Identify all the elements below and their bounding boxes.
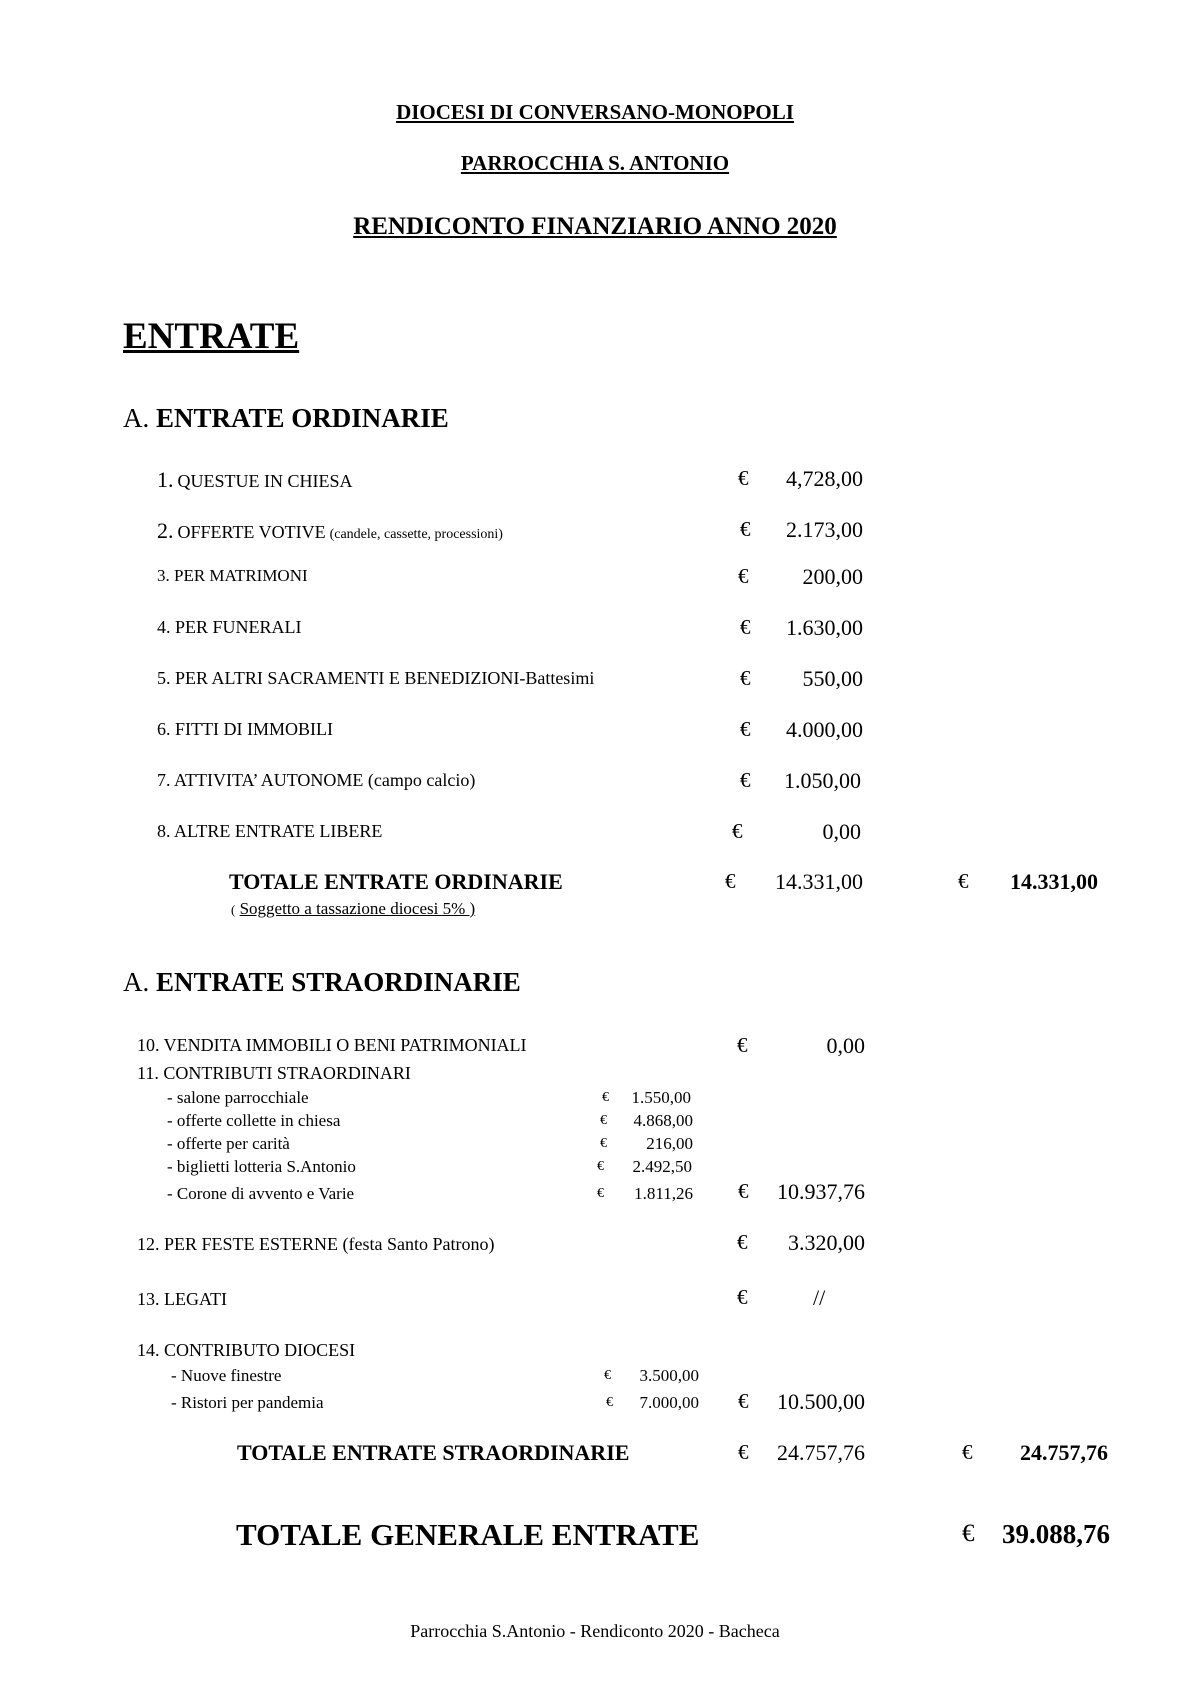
- euro-symbol: €: [738, 1440, 749, 1464]
- amount-14: 10.500,00: [777, 1389, 865, 1414]
- euro-symbol: €: [600, 1113, 607, 1128]
- report-title: RENDICONTO FINANZIARIO ANNO 2020: [353, 213, 837, 240]
- euro-symbol: €: [740, 666, 751, 690]
- euro-symbol: €: [958, 869, 969, 893]
- euro-symbol: €: [737, 1285, 748, 1309]
- item-number: 6.: [157, 719, 171, 739]
- euro-symbol: €: [597, 1186, 604, 1201]
- amount-1: 4,728,00: [786, 466, 863, 491]
- euro-symbol: €: [606, 1395, 613, 1410]
- subitem-label: - salone parrocchiale: [167, 1088, 309, 1107]
- tax-note-text: Soggetto a tassazione diocesi 5% ): [239, 899, 476, 918]
- item-number: 7.: [157, 770, 171, 790]
- amount-7: 1.050,00: [784, 768, 861, 793]
- ordinary-item-2: [157, 518, 503, 544]
- item-number: 3.: [157, 566, 170, 585]
- heading-text: ENTRATE ORDINARIE: [156, 403, 449, 433]
- ordinary-item-5: [157, 668, 594, 689]
- ordinary-item-4: [157, 617, 302, 638]
- ordinary-total-amount: 14.331,00: [775, 869, 863, 894]
- ordinary-total-right: 14.331,00: [1010, 869, 1098, 894]
- euro-symbol: €: [738, 1179, 749, 1203]
- subitem-amount: 3.500,00: [639, 1366, 699, 1385]
- subitem-amount: 7.000,00: [639, 1393, 699, 1412]
- amount-3: 200,00: [802, 564, 863, 589]
- item-number: 1.: [157, 467, 174, 492]
- euro-symbol: €: [725, 869, 736, 893]
- amount-2: 2.173,00: [786, 517, 863, 542]
- tax-note-open: (: [231, 902, 236, 917]
- item-label: ATTIVITA’ AUTONOME (campo calcio): [174, 770, 476, 790]
- subitem-label: - Nuove finestre: [171, 1366, 282, 1385]
- extraordinary-item-11: 11. CONTRIBUTI STRAORDINARI: [137, 1063, 411, 1083]
- item-number: 2.: [157, 518, 174, 543]
- amount-6: 4.000,00: [786, 717, 863, 742]
- tax-note: [231, 899, 475, 919]
- ordinary-item-3: [157, 566, 308, 586]
- extraordinary-item-10: 10. VENDITA IMMOBILI O BENI PATRIMONIALI: [137, 1035, 527, 1055]
- euro-symbol: €: [738, 564, 749, 588]
- extraordinary-total-right: 24.757,76: [1020, 1440, 1108, 1465]
- item-label: FITTI DI IMMOBILI: [175, 719, 333, 739]
- item-label: QUESTUE IN CHIESA: [177, 471, 353, 491]
- heading-prefix: A.: [123, 403, 150, 433]
- extraordinary-item-14: 14. CONTRIBUTO DIOCESI: [137, 1340, 356, 1360]
- heading-prefix: A.: [123, 967, 150, 997]
- ordinary-item-8: [157, 821, 382, 842]
- euro-symbol: €: [737, 1033, 748, 1057]
- grand-total-label: TOTALE GENERALE ENTRATE: [236, 1517, 700, 1552]
- subitem-label: - offerte per carità: [167, 1134, 290, 1153]
- ordinary-item-6: [157, 719, 333, 740]
- subitem-amount: 1.811,26: [634, 1184, 693, 1203]
- subitem-amount: 216,00: [646, 1134, 693, 1153]
- euro-symbol: €: [738, 466, 749, 490]
- extraordinary-total-label: TOTALE ENTRATE STRAORDINARIE: [237, 1440, 630, 1465]
- euro-symbol: €: [740, 768, 751, 792]
- euro-symbol: €: [597, 1159, 604, 1174]
- item-label: ALTRE ENTRATE LIBERE: [174, 821, 383, 841]
- extraordinary-item-12: 12. PER FESTE ESTERNE (festa Santo Patrono): [137, 1234, 495, 1254]
- euro-symbol: €: [740, 717, 751, 741]
- euro-symbol: €: [740, 615, 751, 639]
- item-label: PER FUNERALI: [175, 617, 302, 637]
- subitem-amount: 2.492,50: [632, 1157, 692, 1176]
- grand-total-amount: 39.088,76: [1002, 1519, 1110, 1549]
- item-number: 8.: [157, 821, 171, 841]
- euro-symbol: €: [732, 819, 743, 843]
- euro-symbol: €: [962, 1440, 973, 1464]
- euro-symbol: €: [740, 517, 751, 541]
- subitem-label: - Corone di avvento e Varie: [167, 1184, 355, 1203]
- amount-5: 550,00: [802, 666, 863, 691]
- subitem-label: - Ristori per pandemia: [171, 1393, 324, 1412]
- euro-symbol: €: [604, 1368, 611, 1383]
- ordinary-total-label: TOTALE ENTRATE ORDINARIE: [229, 869, 563, 894]
- amount-8: 0,00: [822, 819, 861, 844]
- parish-title: PARROCCHIA S. ANTONIO: [460, 151, 730, 175]
- subitem-label: - biglietti lotteria S.Antonio: [167, 1157, 356, 1176]
- euro-symbol: €: [737, 1230, 748, 1254]
- extraordinary-total-amount: 24.757,76: [777, 1440, 865, 1465]
- item-label: PER MATRIMONI: [174, 566, 308, 585]
- ordinary-item-1: [157, 467, 353, 493]
- extraordinary-heading: [123, 967, 521, 998]
- ordinary-item-7: [157, 770, 475, 791]
- amount-4: 1.630,00: [786, 615, 863, 640]
- item-number: 4.: [157, 617, 171, 637]
- section-title: ENTRATE: [123, 316, 300, 357]
- euro-symbol: €: [738, 1389, 749, 1413]
- item-label: PER ALTRI SACRAMENTI E BENEDIZIONI-Battesimi: [175, 668, 595, 688]
- euro-symbol: €: [600, 1136, 607, 1151]
- amount-11: 10.937,76: [777, 1179, 865, 1204]
- subitem-amount: 4.868,00: [633, 1111, 693, 1130]
- extraordinary-item-13: 13. LEGATI: [137, 1289, 227, 1309]
- item-label: OFFERTE VOTIVE: [177, 522, 326, 542]
- euro-symbol: €: [602, 1090, 609, 1105]
- subitem-label: - offerte collette in chiesa: [167, 1111, 341, 1130]
- diocese-title: DIOCESI DI CONVERSANO-MONOPOLI: [396, 100, 794, 124]
- amount-10: 0,00: [826, 1033, 865, 1058]
- item-number: 5.: [157, 668, 171, 688]
- euro-symbol: €: [962, 1520, 975, 1547]
- ordinary-heading: [123, 403, 449, 434]
- item-note: (candele, cassette, processioni): [329, 527, 503, 542]
- heading-text: ENTRATE STRAORDINARIE: [156, 967, 521, 997]
- amount-12: 3.320,00: [788, 1230, 865, 1255]
- page-footer: Parrocchia S.Antonio - Rendiconto 2020 - Bacheca: [410, 1621, 780, 1641]
- amount-13: //: [813, 1285, 826, 1310]
- subitem-amount: 1.550,00: [631, 1088, 691, 1107]
